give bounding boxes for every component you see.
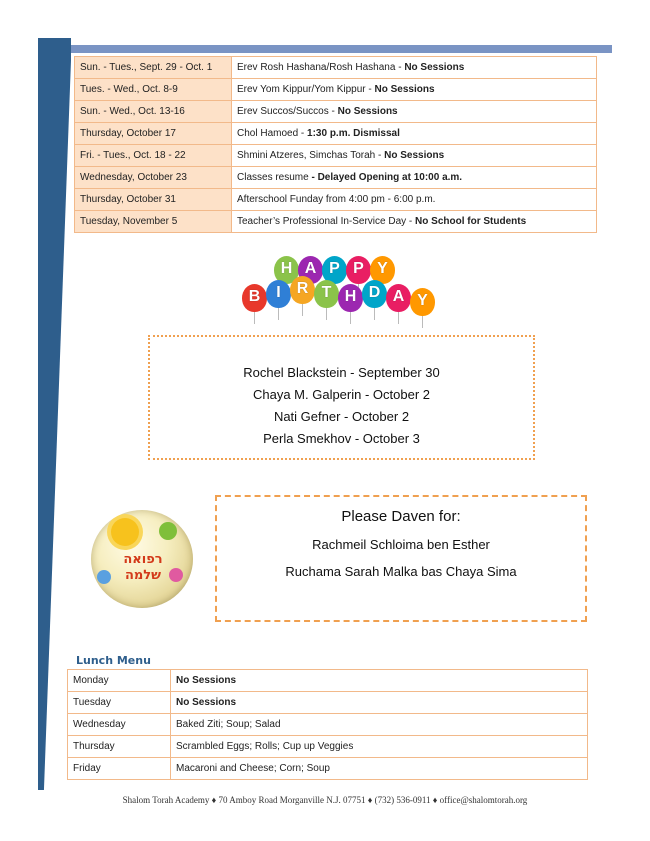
table-row <box>75 167 597 189</box>
calendar-date: Tues. - Wed., Oct. 8-9 <box>75 79 232 101</box>
birthday-entry: Rochel Blackstein - September 30 <box>243 365 440 380</box>
table-row <box>68 736 588 758</box>
balloon-letter: P <box>322 256 347 284</box>
calendar-event: Erev Succos/Succos - No Sessions <box>232 101 597 123</box>
table-row <box>68 670 588 692</box>
table-row <box>75 123 597 145</box>
lunch-day: Friday <box>68 758 171 780</box>
flower-icon <box>97 570 111 584</box>
birthday-entry: Perla Smekhov - October 3 <box>263 431 420 446</box>
calendar-date: Fri. - Tues., Oct. 18 - 22 <box>75 145 232 167</box>
balloon-letter: B <box>242 284 267 312</box>
calendar-date: Thursday, October 17 <box>75 123 232 145</box>
table-row <box>75 79 597 101</box>
calendar-event: Erev Yom Kippur/Yom Kippur - No Sessions <box>232 79 597 101</box>
lunch-item: Baked Ziti; Soup; Salad <box>171 714 588 736</box>
top-accent-bar <box>71 45 612 53</box>
calendar-event: Chol Hamoed - 1:30 p.m. Dismissal <box>232 123 597 145</box>
table-row <box>75 57 597 79</box>
daven-name: Rachmeil Schloima ben Esther <box>312 537 490 552</box>
balloon-letter: Y <box>370 256 395 284</box>
footer-contact: Shalom Torah Academy ♦ 70 Amboy Road Morganville N.J. 07751 ♦ (732) 536-0911 ♦ office@shalomtorah.org <box>122 795 528 805</box>
calendar-table <box>74 56 597 233</box>
balloon-letter: H <box>338 284 363 312</box>
lunch-day: Tuesday <box>68 692 171 714</box>
lunch-item: Macaroni and Cheese; Corn; Soup <box>171 758 588 780</box>
calendar-date: Wednesday, October 23 <box>75 167 232 189</box>
balloon-letter: T <box>314 280 339 308</box>
daven-name: Ruchama Sarah Malka bas Chaya Sima <box>285 564 517 579</box>
lunch-day: Wednesday <box>68 714 171 736</box>
calendar-date: Thursday, October 31 <box>75 189 232 211</box>
table-row <box>75 145 597 167</box>
birthday-list <box>148 335 535 460</box>
lunch-menu-title: Lunch Menu <box>76 654 151 667</box>
lunch-item: No Sessions <box>171 670 588 692</box>
table-row <box>68 758 588 780</box>
balloon-letter: A <box>298 256 323 284</box>
lunch-item: Scrambled Eggs; Rolls; Cup up Veggies <box>171 736 588 758</box>
lunch-day: Monday <box>68 670 171 692</box>
table-row <box>75 101 597 123</box>
calendar-event: Shmini Atzeres, Simchas Torah - No Sessions <box>232 145 597 167</box>
balloon-letter: I <box>266 280 291 308</box>
balloon-letter: P <box>346 256 371 284</box>
calendar-event: Erev Rosh Hashana/Rosh Hashana - No Sessions <box>232 57 597 79</box>
balloon-letter: D <box>362 280 387 308</box>
lunch-day: Thursday <box>68 736 171 758</box>
refuah-shleima-balloon <box>91 510 193 608</box>
balloon-letter: Y <box>410 288 435 316</box>
calendar-event: Afterschool Funday from 4:00 pm - 6:00 p.m. <box>232 189 597 211</box>
calendar-date: Sun. - Tues., Sept. 29 - Oct. 1 <box>75 57 232 79</box>
lunch-menu-table <box>67 669 588 780</box>
table-row <box>68 692 588 714</box>
daven-box <box>215 495 587 622</box>
balloon-letter: R <box>290 276 315 304</box>
table-row <box>75 189 597 211</box>
calendar-date: Tuesday, November 5 <box>75 211 232 233</box>
lunch-item: No Sessions <box>171 692 588 714</box>
table-row <box>75 211 597 233</box>
balloon-letter: A <box>386 284 411 312</box>
calendar-event: Classes resume - Delayed Opening at 10:00 a.m. <box>232 167 597 189</box>
birthday-entry: Chaya M. Galperin - October 2 <box>252 387 431 402</box>
balloon-letter: H <box>274 256 299 284</box>
happy-birthday-balloons <box>238 250 443 322</box>
table-row <box>68 714 588 736</box>
flower-icon <box>159 522 177 540</box>
balloon-text: רפואה שלמה <box>123 552 163 583</box>
calendar-event: Teacher’s Professional In-Service Day - No School for Students <box>232 211 597 233</box>
birthday-entry: Nati Gefner - October 2 <box>273 409 410 424</box>
calendar-date: Sun. - Wed., Oct. 13-16 <box>75 101 232 123</box>
daven-title: Please Daven for: <box>341 508 461 525</box>
sun-icon <box>111 518 139 546</box>
